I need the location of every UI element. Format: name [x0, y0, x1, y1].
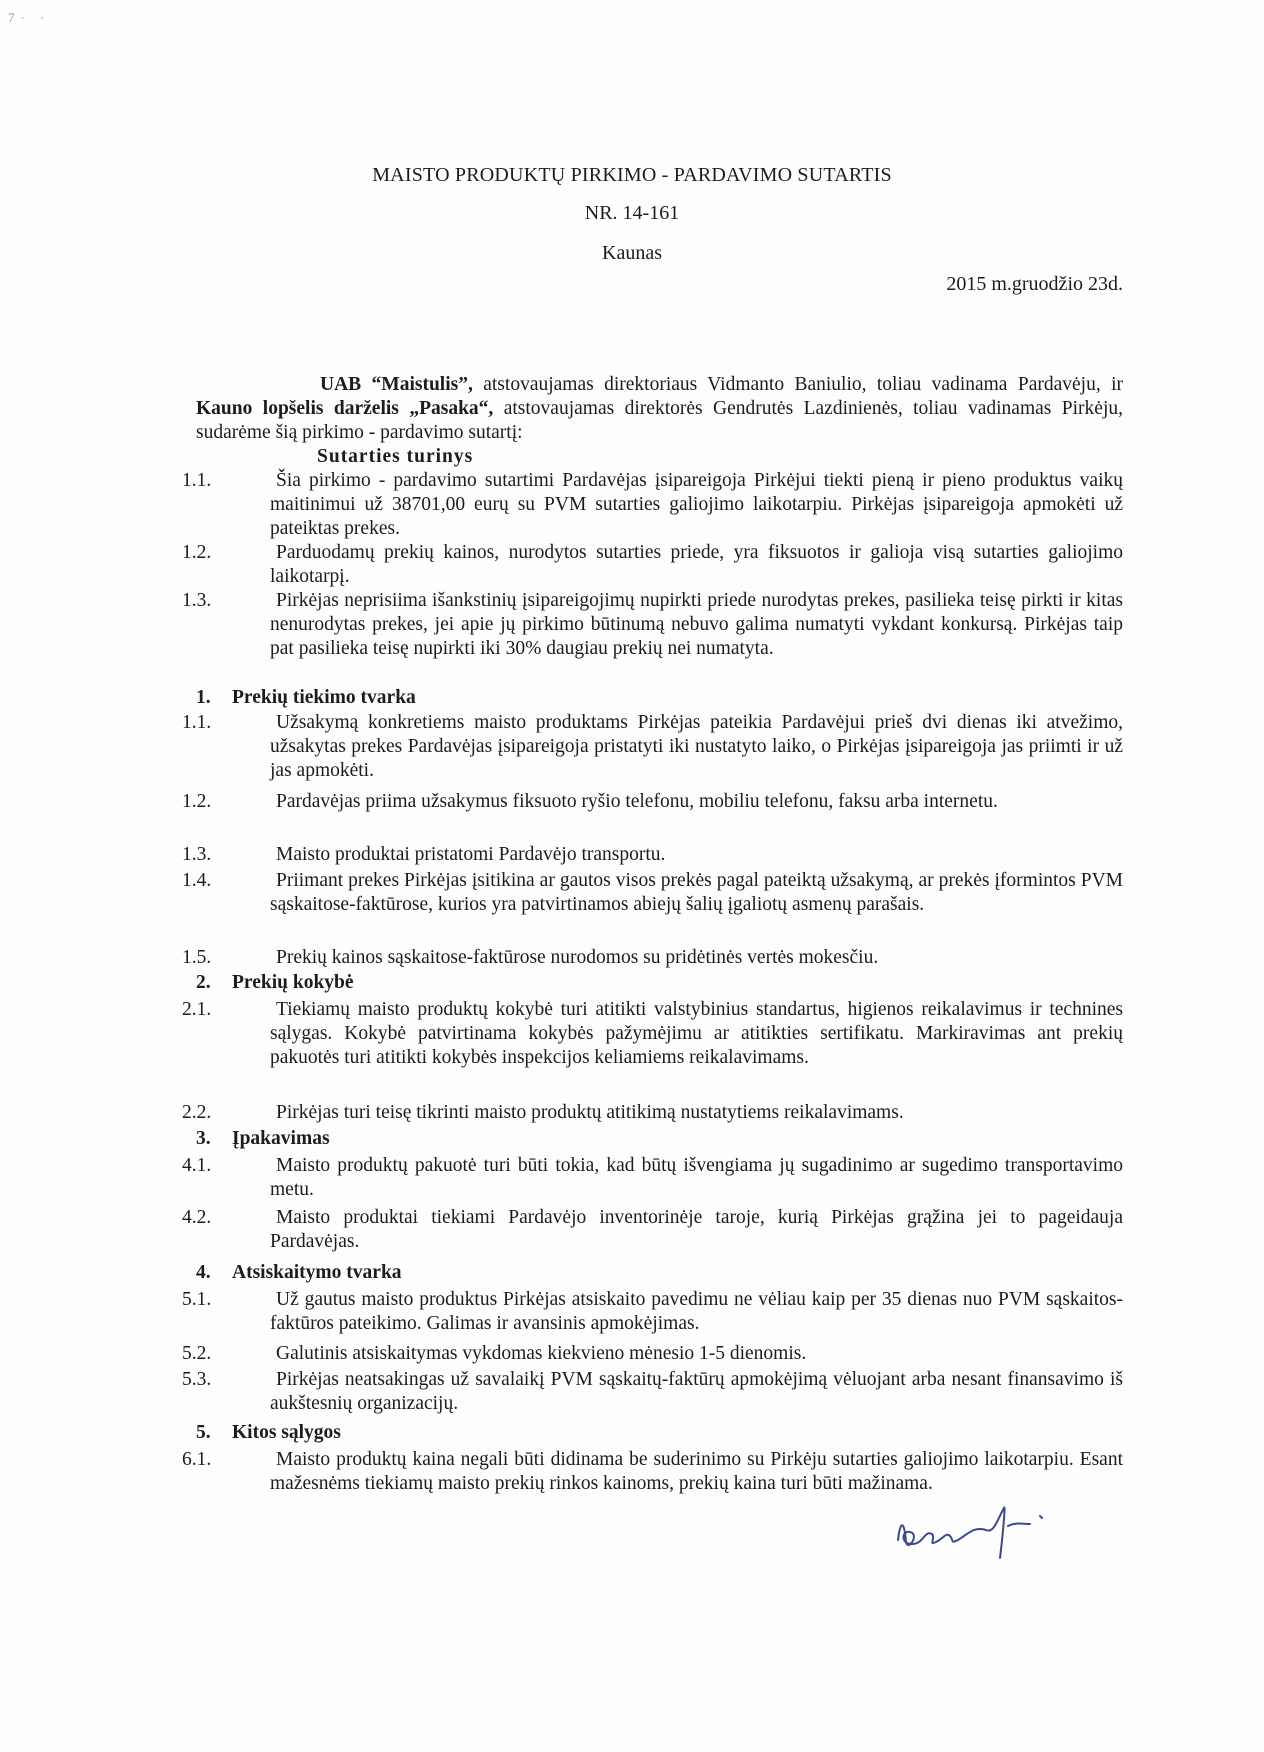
section-3-item-2 [182, 1206, 1123, 1254]
section-number: 5. [196, 1422, 211, 1443]
section-title: Prekių tiekimo tvarka [232, 687, 416, 708]
section-number: 1. [196, 687, 211, 708]
section-heading-2 [196, 972, 354, 994]
item-text: Už gautus maisto produktus Pirkėjas atsiskaito pavedimu ne vėliau kaip per 35 dienas nuo PVM sąskaitos-faktūros pateikimo. Galimas ir avansinis apmokėjimas. [270, 1289, 1123, 1334]
document-title: MAISTO PRODUKTŲ PIRKIMO - PARDAVIMO SUTARTIS [372, 164, 892, 186]
item-number: 1.4. [182, 870, 212, 891]
section-1-item-5 [182, 946, 1123, 970]
item-text: Pirkėjas neatsakingas už savalaikį PVM sąskaitų-faktūrų apmokėjimą vėluojant arba nesant finansavimo iš aukštesnių organizacijų. [270, 1369, 1123, 1414]
section-title: Atsiskaitymo tvarka [232, 1262, 402, 1283]
section-1-item-1 [182, 711, 1123, 783]
item-text: Tiekiamų maisto produktų kokybė turi atitikti valstybinius standartus, higienos reikalavimus ir technines sąlygas. Kokybė patvirtinama kokybės pažymėjimu ar atitikties sertifikatu. Markiravimas ant prekių pakuotės turi atitikti kokybės inspekcijos keliamiems reikalavimams. [270, 999, 1123, 1068]
contract-number: NR. 14-161 [584, 202, 680, 224]
section-heading-5 [196, 1422, 341, 1444]
section-heading-1 [196, 687, 416, 709]
section-number: 3. [196, 1128, 211, 1149]
section-4-item-2 [182, 1342, 1123, 1366]
scan-corner-marks: 7· · [8, 10, 51, 25]
item-text: Prekių kainos sąskaitose-faktūrose nurodomos su pridėtinės vertės mokesčiu. [276, 947, 879, 968]
contents-item-2 [182, 541, 1123, 589]
intro-text-1: atstovaujamas direktoriaus Vidmanto Baniulio, toliau vadinama Pardavėju, ir [472, 374, 1123, 395]
contents-heading: Sutarties turinys [317, 446, 474, 467]
contents-item-1 [182, 469, 1123, 541]
item-text: Pirkėjas neprisiima išankstinių įsipareigojimų nupirkti priede nurodytas prekes, pasilieka teisę pirkti ir kitas nenurodytas prekes, jei apie jų pirkimo būtinumą nebuvo galima numatyti vykdant konkursą. Pirkėjas taip pat pasilieka teisę nupirkti iki 30% daugiau prekių nei numatyta. [270, 590, 1123, 659]
section-1-item-3 [182, 843, 1123, 867]
item-number: 5.1. [182, 1289, 212, 1310]
section-title: Kitos sąlygos [232, 1422, 341, 1443]
item-text: Maisto produktai pristatomi Pardavėjo transportu. [276, 844, 666, 865]
item-number: 2.1. [182, 999, 212, 1020]
section-heading-4 [196, 1262, 402, 1284]
section-title: Įpakavimas [232, 1128, 330, 1149]
contract-city: Kaunas [602, 242, 662, 264]
item-number: 1.3. [182, 590, 212, 611]
item-number: 1.1. [182, 712, 212, 733]
item-text: Parduodamų prekių kainos, nurodytos sutarties priede, yra fiksuotos ir galioja visą sutarties galiojimo laikotarpį. [270, 542, 1123, 587]
section-2-item-2 [182, 1101, 1123, 1125]
section-4-item-3 [182, 1368, 1123, 1416]
item-number: 6.1. [182, 1449, 212, 1470]
buyer-name: Kauno lopšelis darželis „Pasaka“, [196, 398, 494, 419]
item-number: 1.2. [182, 542, 212, 563]
section-3-item-1 [182, 1154, 1123, 1202]
item-number: 5.2. [182, 1343, 212, 1364]
intro-paragraph [196, 373, 1123, 445]
item-text: Maisto produktų kaina negali būti didinama be suderinimo su Pirkėju sutarties galiojimo laikotarpiu. Esant mažesnėms tiekiamų maisto prekių rinkos kainoms, prekių kaina turi būti mažinama. [270, 1449, 1123, 1494]
seller-name: UAB “Maistulis”, [320, 374, 473, 395]
section-number: 4. [196, 1262, 211, 1283]
item-text: Pirkėjas turi teisę tikrinti maisto produktų atitikimą nustatytiems reikalavimams. [276, 1102, 904, 1123]
item-number: 1.5. [182, 947, 212, 968]
item-number: 4.2. [182, 1207, 212, 1228]
section-2-item-1 [182, 998, 1123, 1070]
item-text: Galutinis atsiskaitymas vykdomas kiekvieno mėnesio 1-5 dienomis. [276, 1343, 807, 1364]
section-title: Prekių kokybė [232, 972, 354, 993]
item-number: 4.1. [182, 1155, 212, 1176]
item-number: 5.3. [182, 1369, 212, 1390]
contract-date: 2015 m.gruodžio 23d. [946, 273, 1123, 295]
item-text: Užsakymą konkretiems maisto produktams Pirkėjas pateikia Pardavėjui prieš dvi dienas iki atvežimo, užsakytas prekes Pardavėjas įsipareigoja pristatyti iki nustatyto laiko, o Pirkėjas įsipareigoja jas priimti ir už jas apmokėti. [270, 712, 1123, 781]
item-number: 1.1. [182, 470, 212, 491]
item-text: Maisto produktų pakuotė turi būti tokia, kad būtų išvengiama jų sugadinimo ar sugedimo transportavimo metu. [270, 1155, 1123, 1200]
item-number: 1.3. [182, 844, 212, 865]
item-number: 2.2. [182, 1102, 212, 1123]
section-1-item-2 [182, 790, 1123, 814]
section-4-item-1 [182, 1288, 1123, 1336]
item-text: Priimant prekes Pirkėjas įsitikina ar gautos visos prekės pagal pateiktą užsakymą, ar prekės įformintos PVM sąskaitose-faktūrose, kurios yra patvirtinamos abiejų šalių įgaliotų asmenų parašais. [270, 870, 1123, 915]
contents-item-3 [182, 589, 1123, 661]
handwritten-signature [890, 1482, 1070, 1562]
item-text: Šia pirkimo - pardavimo sutartimi Pardavėjas įsipareigoja Pirkėjui tiekti pieną ir pieno produktus vaikų maitinimui už 38701,00 eurų su PVM sutarties galiojimo laikotarpiu. Pirkėjas įsipareigoja apmokėti už pateiktas prekes. [270, 470, 1123, 539]
section-heading-3 [196, 1128, 330, 1150]
section-1-item-4 [182, 869, 1123, 917]
item-text: Pardavėjas priima užsakymus fiksuoto ryšio telefonu, mobiliu telefonu, faksu arba internetu. [276, 791, 998, 812]
item-text: Maisto produktai tiekiami Pardavėjo inventorinėje taroje, kurią Pirkėjas grąžina jei to pageidauja Pardavėjas. [270, 1207, 1123, 1252]
section-number: 2. [196, 972, 211, 993]
intro-text-2: atstovaujamas direktorės Gendrutės Lazdinienės, toliau vadinamas Pirkėju, sudarėme šią pirkimo - pardavimo sutartį: [196, 398, 1123, 443]
item-number: 1.2. [182, 791, 212, 812]
